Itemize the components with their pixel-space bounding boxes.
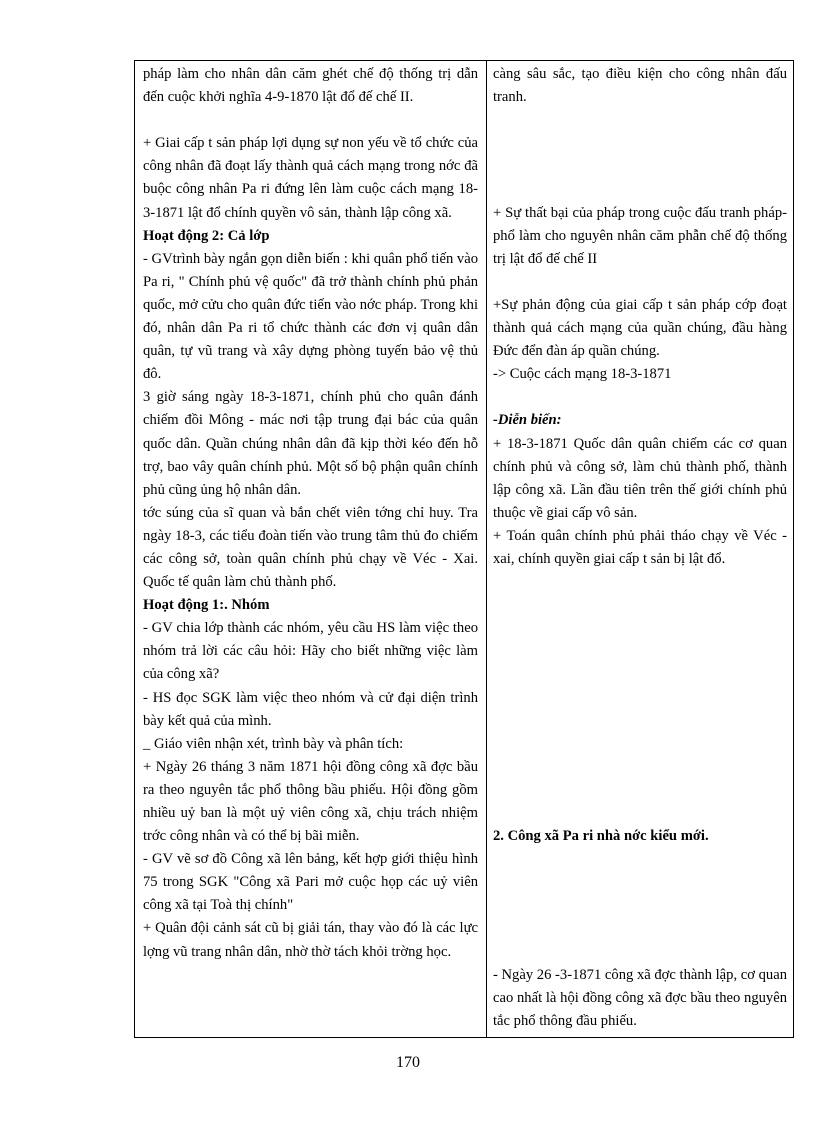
right-paragraph-6: + Toán quân chính phủ phải tháo chạy về Véc - xai, chính quyền giai cấp t sản bị lật đổ. xyxy=(493,527,787,567)
right-paragraph-7: - Ngày 26 -3-1871 công xã đợc thành lập, cơ quan cao nhất là hội đồng công xã đợc bầu theo nguyên tắc phổ thông đầu phiếu. xyxy=(493,966,787,1029)
section-heading-commune: 2. Công xã Pa ri nhà nớc kiểu mới. xyxy=(493,828,709,845)
left-paragraph-8: _ Giáo viên nhận xét, trình bày và phân tích: xyxy=(143,735,404,752)
left-column xyxy=(135,61,486,1037)
left-paragraph-1: pháp làm cho nhân dân căm ghét chế độ thống trị dẫn đến cuộc khởi nghĩa 4-9-1870 lật đổ đế chế II. xyxy=(143,66,478,106)
left-paragraph-5: tớc súng của sĩ quan và bắn chết viên tớng chỉ huy. Tra ngày 18-3, các tiểu đoàn tiến vào trung tâm thủ đo chiếm các công sở, toàn quân chính phủ chạy về Véc - Xai. Quốc tế quân làm chủ thành phố. xyxy=(143,504,478,591)
lesson-table xyxy=(134,60,794,1038)
page-number: 170 xyxy=(396,1054,420,1071)
left-paragraph-2: + Giai cấp t sản pháp lợi dụng sự non yếu về tổ chức của công nhân đã đoạt lấy thành quả cách mạng trong nớc đã buộc công nhân Pa ri đứng lên làm cuộc cách mạng 18-3-1871 lật đổ chính quyền vô sản, thành lập công xã. xyxy=(143,135,478,221)
right-paragraph-3: +Sự phản động của giai cấp t sản pháp cớp đoạt thành quả cách mạng của quần chúng, đầu hàng Đức đển đàn áp quần chúng. xyxy=(493,296,787,360)
left-paragraph-3: - GVtrình bày ngắn gọn diễn biến : khi quân phổ tiến vào Pa ri, " Chính phủ vệ quốc" đã trở thành chính phủ phản quốc, mở cửu cho quân đức tiến vào nớc pháp. Trong khi đó, nhân dân Pa ri tổ chức thành các đơn vị quân dân quân, tự vũ trang và xây dựng phòng tuyến bảo vệ thủ đô. xyxy=(143,250,478,383)
progress-heading: -Diễn biến: xyxy=(493,412,562,429)
left-paragraph-4: 3 giờ sáng ngày 18-3-1871, chính phủ cho quân đánh chiếm đồi Mông - mác nơi tập trung đại bác của quân quốc dân. Quần chúng nhân dân đã kịp thời kéo đến hỗ trợ, bao vây quân chính phủ. Một số bộ phận quân chính phủ cũng ủng hộ nhân dân. xyxy=(143,389,478,498)
left-paragraph-10: - GV vẽ sơ đồ Công xã lên bảng, kết hợp giới thiệu hình 75 trong SGK "Công xã Pari mở cuộc họp các uỷ viên công xã tại Toà thị chính" xyxy=(143,851,478,914)
right-paragraph-4: -> Cuộc cách mạng 18-3-1871 xyxy=(493,366,672,383)
right-paragraph-1: càng sâu sắc, tạo điều kiện cho công nhân đấu tranh. xyxy=(493,66,787,106)
right-paragraph-2: + Sự thất bại của pháp trong cuộc đấu tranh pháp-phổ làm cho nguyên nhân căm phẫn chế độ thống trị lật đổ đế chế II xyxy=(493,204,787,267)
left-paragraph-6: - GV chia lớp thành các nhóm, yêu cầu HS làm việc theo nhóm trả lời các câu hỏi: Hãy cho biết những việc làm của công xã? xyxy=(143,620,478,683)
right-column xyxy=(487,61,793,1037)
activity-heading-1: Hoạt động 1:. Nhóm xyxy=(143,597,270,614)
right-paragraph-5: + 18-3-1871 Quốc dân quân chiếm các cơ quan chính phủ và công sở, làm chủ thành phố, thành lập công xã. Lần đầu tiên trên thế giới chính phủ thuộc về giai cấp vô sản. xyxy=(493,435,787,521)
left-paragraph-7: - HS đọc SGK làm việc theo nhóm và cử đại diện trình bày kết quả của mình. xyxy=(143,689,478,729)
left-paragraph-11: + Quân đội cảnh sát cũ bị giải tán, thay vào đó là các lực lợng vũ trang nhân dân, nhờ thờ tách khỏi trờng học. xyxy=(143,920,478,960)
activity-heading-2: Hoạt động 2: Cả lớp xyxy=(143,227,270,244)
left-paragraph-9: + Ngày 26 tháng 3 năm 1871 hội đồng công xã đợc bầu ra theo nguyên tắc phổ thông bầu phiếu. Hội đồng gồm nhiều uỷ ban là một uỷ viên công xã, chịu trách nhiệm trớc công nhân và có thể bị bãi miễn. xyxy=(143,758,478,845)
